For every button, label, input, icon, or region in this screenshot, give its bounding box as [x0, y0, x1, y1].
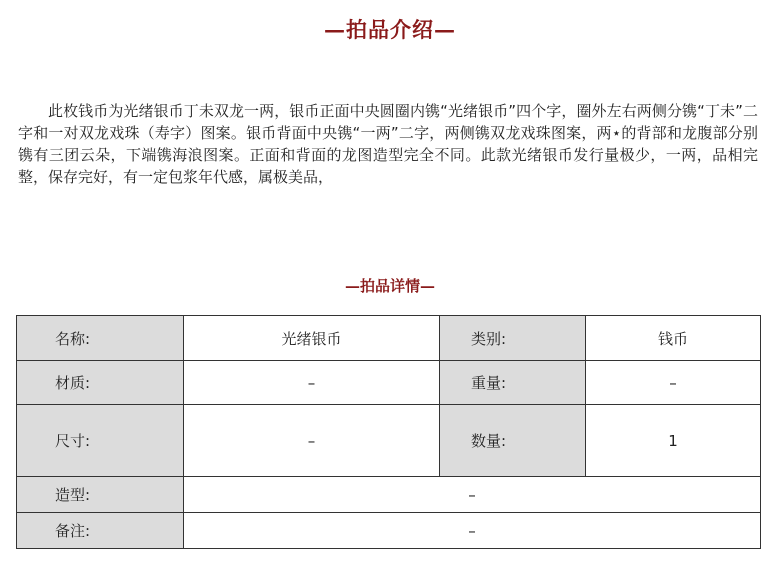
note-label: 备注: [17, 513, 184, 549]
size-value: – [184, 405, 440, 477]
quantity-value: 1 [586, 405, 761, 477]
table-row [17, 316, 761, 361]
table-row [17, 477, 761, 513]
name-label: 名称: [17, 316, 184, 361]
material-value: – [184, 361, 440, 405]
category-label: 类别: [440, 316, 586, 361]
quantity-label: 数量: [440, 405, 586, 477]
size-label: 尺寸: [17, 405, 184, 477]
table-row [17, 361, 761, 405]
shape-label: 造型: [17, 477, 184, 513]
intro-section-title: —拍品介绍— [324, 17, 456, 42]
intro-paragraph: 此枚钱币为光绪银币丁未双龙一两，银币正面中央圆圈内镌“光绪银币”四个字，圈外左右两侧分镌“丁未”二字和一对双龙戏珠（寿字）图案。银币背面中央镌“一两”二字，两侧镌双龙戏珠图案，两⋆的背部和龙腹部分别镌有三团云朵，下端镌海浪图案。正面和背面的龙图造型完全不同。此款光绪银币发行量极少，一两，品相完整，保存完好，有一定包浆年代感，属极美品， [18, 102, 758, 186]
table-row [17, 405, 761, 477]
weight-value: – [586, 361, 761, 405]
details-table [16, 315, 761, 549]
name-value: 光绪银币 [184, 316, 440, 361]
category-value: 钱币 [586, 316, 761, 361]
weight-label: 重量: [440, 361, 586, 405]
note-value: – [184, 513, 761, 549]
table-row [17, 513, 761, 549]
details-section-title: —拍品详情— [344, 277, 435, 295]
shape-value: – [184, 477, 761, 513]
material-label: 材质: [17, 361, 184, 405]
